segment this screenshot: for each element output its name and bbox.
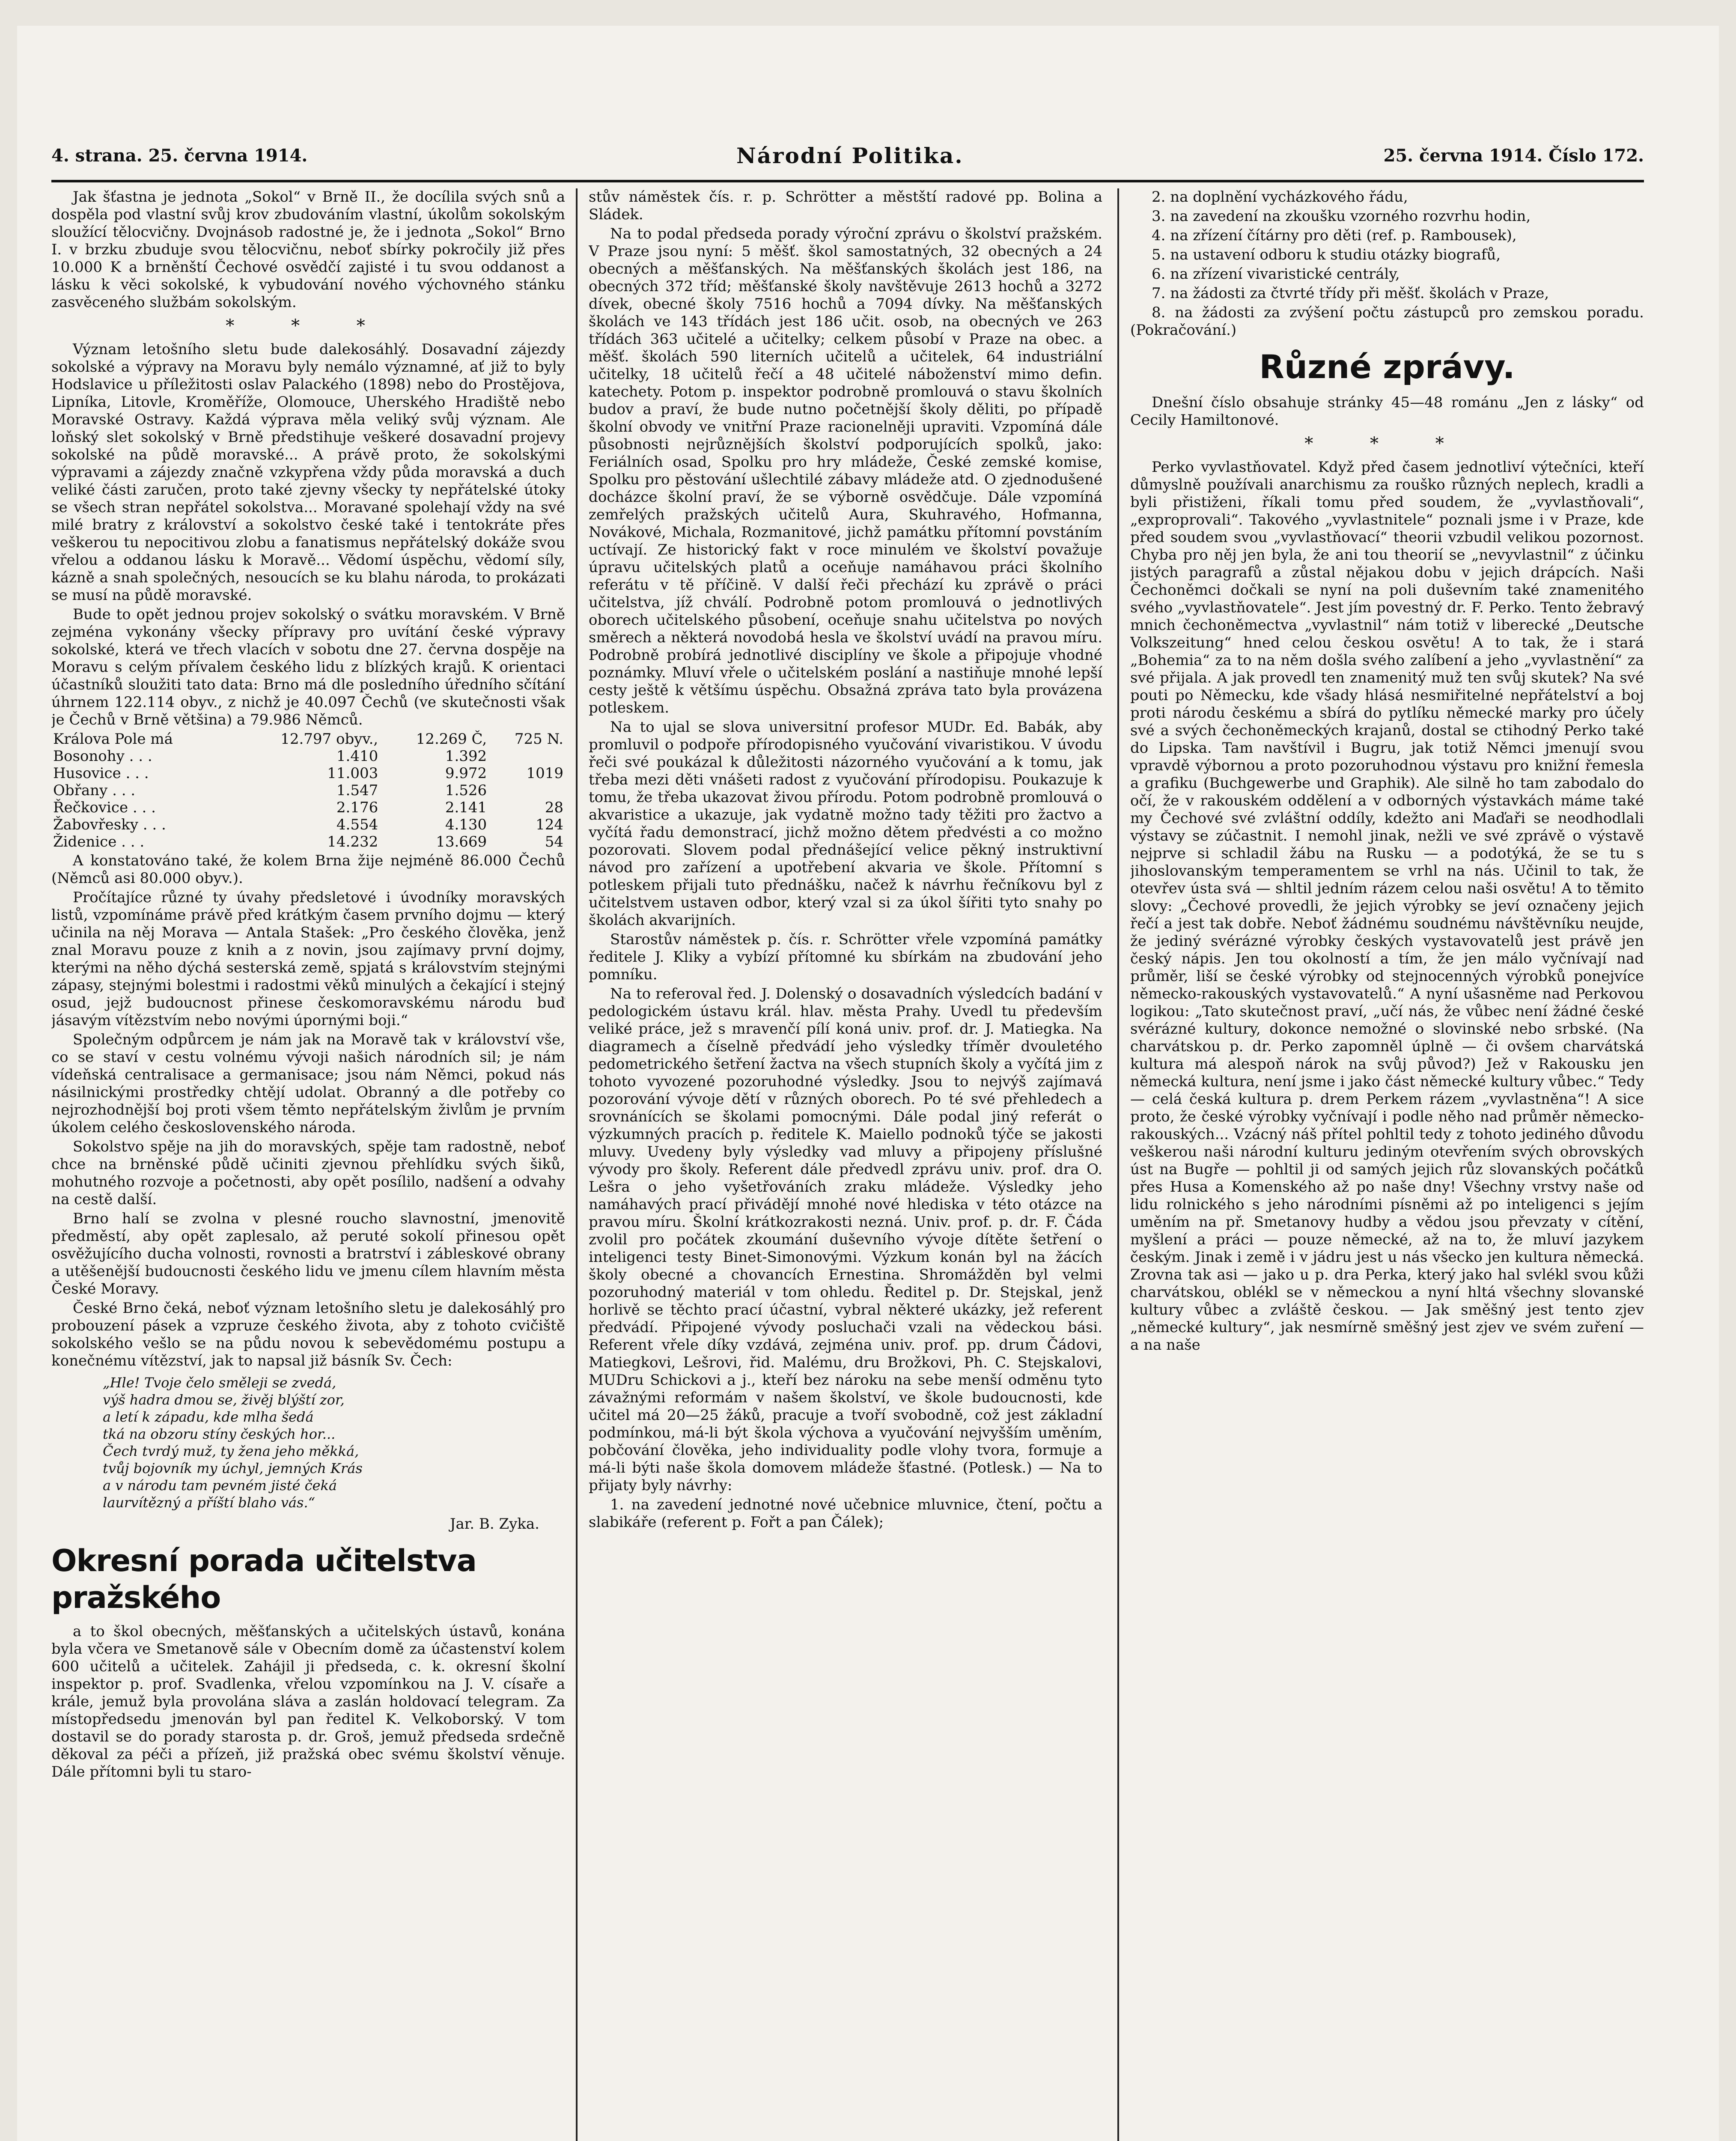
section-separator: * * *: [226, 316, 391, 336]
table-cell-de: 1019: [526, 765, 563, 782]
poem-line: „Hle! Tvoje čelo směleji se zvedá,: [103, 1375, 336, 1391]
paragraph: Starostův náměstek p. čís. r. Schrötter vřele vzpomíná památky ředitele J. Kliky a vybízí přítomné ku sbírkám na zbudování jeho pomníku.: [589, 931, 1102, 983]
table-cell-total: 14.232: [327, 833, 378, 850]
table-cell-town: Žabovřesky . . .: [53, 816, 166, 833]
page-header: [51, 143, 1644, 180]
table-cell-de: [488, 782, 565, 799]
paragraph: Na to ujal se slova universitní profesor MUDr. Ed. Babák, aby promluvil o podpoře přírodopisného vyučování vivaristikou. V úvodu řeči své poukázal k důležitosti názorného vyučování a k tomu, jak třeba mezi děti vnášeti radost z vyučování přírodopisu. Poukazuje k tomu, že třeba ukazovat živou přírodu. Potom podrobně promlouvá o akvaristice a ukazuje, jak vydatně možno tady těžiti pro žactvo a vyčítá řadu demonstrací, jichž možno dětem předvésti a co možno pozorovati. Slovem podal přednášející velice pěkný instruktivní návod pro zařízení a upotřebení akvaria ve škole. Přítomní s potleskem přijali tuto přednášku, načež k návrhu řečníkovu byl z učitelstvem ustaven odbor, který vzal si za úkol šířiti tyto snahy po školách akvarijních.: [589, 719, 1102, 929]
table-cell-cz: 9.972: [445, 765, 487, 782]
poem: [103, 1374, 565, 1511]
paragraph: Brno halí se zvolna v plesné roucho slavnostní, jmenovitě předměstí, aby opět zaplesalo, až peruté sokolí přinesou opět osvěžujícího ducha volnosti, rovnosti a bratrství i zábleskové obrany a utěšenější budoucnosti českého lidu ve jmenu cílem hlavním města České Moravy.: [51, 1210, 565, 1297]
list-item: 3. na zavedení na zkoušku vzorného rozvrhu hodin,: [1152, 208, 1531, 225]
table-row: [51, 748, 565, 765]
table-cell-total: 1.547: [336, 782, 378, 799]
paragraph: stův náměstek čís. r. p. Schrötter a městští radové pp. Bolina a Sládek.: [589, 188, 1102, 223]
table-cell-de: [488, 748, 565, 765]
table-cell-total: 4.554: [336, 816, 378, 833]
list-item: 7. na žádosti za čtvrté třídy při měšť. školách v Praze,: [1152, 285, 1549, 302]
table-cell-total: 12.797 obyv.,: [280, 731, 378, 748]
table-cell-cz: 1.526: [445, 782, 487, 799]
header-date-issue: 25. června 1914. Číslo 172.: [1383, 146, 1644, 166]
list-item: 4. na zřízení čítárny pro děti (ref. p. Rambousek),: [1152, 227, 1517, 244]
table-cell-cz: 12.269 Č,: [416, 731, 487, 748]
table-cell-cz: 4.130: [445, 816, 487, 833]
table-cell-town: Obřany . . .: [53, 782, 136, 799]
table-cell-cz: 1.392: [445, 748, 487, 765]
list-item: 8. na žádosti za zvýšení počtu zástupců pro zemskou poradu. (Pokračování.): [1130, 304, 1644, 339]
poem-line: výš hadra dmou se, živěj blýští zor,: [103, 1392, 345, 1408]
table-cell-town: Židenice . . .: [53, 833, 145, 850]
masthead-title: Národní Politika.: [736, 143, 964, 168]
paragraph: Perko vyvlastňovatel. Když před časem jednotliví výtečníci, kteří důmyslně používali anarchismu za rouško různých neplech, kradli a byli přistiženi, říkali tomu před soudem, že „vyvlastňovali“, „exproprovali“. Takového „vyvlastnitele“ poznali jsme i v Praze, kde před soudem svou „vyvlastňovací“ theorii vzbudil velikou pozornost. Chyba pro něj jen byla, že ani tou theorií se „nevyvlastnil“ z účinku jistých paragrafů a zůstal nějakou dobu v jejich drápcích. Naši Čechoněmci dočkali se nyní na poli duševním také znamenitého svého „vyvlastňovatele“. Jest jím povestný dr. F. Perko. Tento žebravý mnich čechoněmectva „vyvlastnil“ nám totiž v liberecké „Deutsche Volkszeitung“ hned celou českou osvětu! A to tak, že i stará „Bohemia“ za to na něm došla svého zalíbení a jeho „vyvlastnění“ za své přijala. A jak provedl ten znamenitý muž ten svůj skutek? Na své pouti po Německu, kde všady hlásá nesmiřitelné nepřátelství a boj proti národu českému a sbírá do pytlíku německé marky pro účely své a svých čechoněmeckých krajanů, dostal se ctihodný Perko také do Lipska. Tam navštívil i Bugru, jak totiž Němci jmenují svou vpravdě výbornou a proto pozoruhodnou výstavu pro knižní řemesla a grafiku (Buchgewerbe und Graphik). Ale silně ho tam zabodalo do očí, že v rakouském oddělení a v odborných výstavkách máme také my Čechové své zvláštní oddíly, kdežto ani Maďaři se neodhodlali výstavy se zúčastnit. I nemohl jinak, nežli ve své zprávě o výstavě nejprve si schladil žábu na Rusku — a podotýká, že se tu s jihoslovanským temperamentem se vrhl na nás. Učinil to tak, že otevřev ústa svá — shltil jedním rázem celou naši osvětu! A to těmito slovy: „Čechové provedli, že jejich výrobky se jeví označeny jejich řečí a jest tak dobře. Neboť žádnému soudnému návštěvníku neujde, že jediný svérázné výrobky českých vystavovatelů jest právě jen český nápis. Jen tou okolností a tím, že jen málo vyčnívají nad průměr, liší se české výrobky od stejnocenných výrobků ponejvíce německo-rakouských vystavovatelů.“ A nyní ušasněme nad Perkovou logikou: „Tato skutečnost praví, „učí nás, že vůbec není žádné české svérázné kultury, dokonce nemožné o slovinské nebo srbské. (Na charvátskou p. dr. Perko zapomněl úplně — či ovšem charvátská kultura má alespoň nárok na svůj původ?) Jež v Rakousku jen německá kultura, není jsme i jako část německé kultury vůbec.“ Tedy — celá česká kultura p. drem Perkem rázem „vyvlastněna“! A sice proto, že české výrobky vyčnívají i podle něho nad průměr německo-rakouských... Vzácný náš přítel pohltil tedy z tohoto jediného důvodu veškerou naši národní kulturu jediným otevřením svých obrovských úst na Bugře — pohltil ji od samých jejich růz slovanských počátků přes Husa a Komenského až po naše dny! Všechny vrstvy naše od lidu rolnického s jeho národními písněmi až po inteligenci s jejím uměním na př. Smetanovy hudby a vědou jsou převzaty v cítění, myšlení a práci — pouze německé, až na to, že mluví jazykem českým. Jinak i země i v jádru jest u nás všecko jen kultura německá. Zrovna tak asi — jako u p. dra Perka, který jako hal svlékl svou kůži charvátskou, oblékl se v německou a nyní hltá všechny slovanské kultury vůbec a zvláště českou. — Jak směšný jest tento zjev „německé kultury“, jak nesmírně směšný jest zjev ve svém zuření — a na naše: [1130, 459, 1644, 1354]
table-cell-town: Husovice . . .: [53, 765, 149, 782]
paragraph: 1. na zavedení jednotné nové učebnice mluvnice, čtení, počtu a slabikáře (referent p. Fořt a pan Čálek);: [589, 1496, 1102, 1531]
poem-line: Čech tvrdý muž, ty žena jeho měkká,: [103, 1443, 359, 1459]
paragraph: Bude to opět jednou projev sokolský o svátku moravském. V Brně zejména vykonány všecky přípravy pro uvítání české výpravy sokolské, která ve třech vlacích v sobotu dne 27. června dospěje na Moravu s celým přívalem českého lidu z blízkých krajů. K orientaci účastníků sloužiti tato data: Brno má dle posledního úředního sčítání úhrnem 122.114 obyv., z nichž je 40.097 Čechů (ve skutečnosti však je Čechů v Brně většina) a 79.986 Němců.: [51, 606, 565, 728]
table-cell-de: 28: [545, 799, 563, 816]
table-row: [51, 765, 565, 782]
list-item: 2. na doplnění vycházkového řádu,: [1152, 188, 1408, 206]
column-divider: [576, 188, 578, 2141]
section-headline: Různé zprávy.: [1259, 348, 1515, 386]
poem-line: laurvítězný a příští blaho vás.“: [103, 1494, 315, 1511]
table-cell-town: Řečkovice . . .: [53, 799, 156, 816]
paragraph: Význam letošního sletu bude dalekosáhlý. Dosavadní zájezdy sokolské a výpravy na Moravu byly nemálo významné, ať již to byly Hodslavice u příležitosti oslav Palackého (1898) nebo do Prostějova, Lipníka, Litovle, Kroměříže, Olomouce, Uherského Hradiště nebo Moravské Ostravy. Každá výprava měla veliký svůj význam. Ale loňský slet sokolský v Brně předstihuje veškeré dosavadní projevy sokolské na půdě moravské... A právě proto, že sokolskými výpravami a zájezdy značně vzkypřena vždy půda moravská a duch veliké části zaručen, proto také zjevny všecky ty nepřátelské útoky se všech stran nepřátel sokolstva... Moravané spolehají vždy na své milé bratry z království a sokolstvo české také i tentokráte přes veškerou tu nepocitivou zlobu a fanatismus nepřátelský dokáže svou vřelou a oddanou lásku k Moravě... Vědomí úspěchu, vědomí síly, kázně a snah společných, nesoucích se ku blahu národa, to prokázati se musí na půdě moravské.: [51, 341, 565, 604]
paragraph: Na to podal předseda porady výroční zprávu o školství pražském. V Praze jsou nyní: 5 měšť. škol samostatných, 32 obecných a 24 obecných a měšťanských. Na měšťanských školách jest 186, na obecných 372 tříd; měšťanské školy navštěvuje 2613 hochů a 3272 dívek, obecné školy 7516 hochů a 7094 dívky. Na měšťanských školách ve 143 třídách jest 186 učit. osob, na obecných ve 263 třídách 363 učitelé a učitelky; celkem působí v Praze na obec. a měšť. školách 590 literních učitelů a učitelek, 64 industriální učitelky, 18 učitelů řečí a 48 učitelé náboženství mimo defin. katechety. Potom p. inspektor podrobně promlouvá o stavu školních budov a praví, že bude nutno početnější školy děliti, po případě školní obvody ve vnitřní Praze racionelněji upraviti. Vzpomíná dále působnosti nejrůznějších školství podporujících spolků, jako: Feriálních osad, Spolku pro hry mládeže, České zemské komise, Spolku pro pěstování ušlechtilé zábavy mládeže atd. O zjednodušené docházce školní praví, že se výborně osvědčuje. Dále vzpomíná zemřelých pražských učitelů Aura, Skuhravého, Hofmanna, Novákové, Michala, Rozmanitové, jichž památku přítomní povstáním uctívají. Ze historický fakt v roce minulém ve školství považuje úpravu učitelských platů a oceňuje namáhavou práci školního referátu v tě příčině. V další řeči přechází ku zprávě o práci učitelstva, jíž chválí. Podrobně potom promlouvá o jednotlivých oborech učitelského působení, oceňuje snahu učitelstva po nových směrech a některá novodobá hesla ve školství uvádí na pravou míru. Podrobně probírá jednotlivé disciplíny ve škole a připojuje vhodné poznámky. Mluví vřele o učitelském poslání a nastiňuje mnohé lepší cesty ještě k většímu úspěchu. Obsažná zpráva tato byla provázena potleskem.: [589, 225, 1102, 716]
paragraph: Jak šťastna je jednota „Sokol“ v Brně II., že docílila svých snů a dospěla pod vlastní svůj krov zbudováním vlastní, úkolům sokolským sloužící tělocvičny. Dvojnásob radostné je, že i jednota „Sokol“ Brno I. v brzku zbuduje svou tělocvičnu, neboť sbírky pokročily již přes 10.000 K a brněnští Čechové osvědčí zajisté i tu svou oddanost a lásku k věci sokolské, k vybudování nového výchovného stánku zasvěceného službám sokolským.: [51, 188, 565, 311]
section-separator: * * *: [1304, 434, 1470, 453]
table-cell-de: 124: [536, 816, 563, 833]
paragraph: Na to referoval řed. J. Dolenský o dosavadních výsledcích badání v pedologickém ústavu král. hlav. města Prahy. Uvedl tu především veliké práce, jež s mravenčí pílí koná univ. prof. dr. J. Matiegka. Na diagramech a číselně předvádí jeho výsledky tříměr dvouletého pedometrického šetření žactva na všech stupních školy a vyčítá jim z tohoto vyvozené pozoruhodné výsledky. Jsou to nejvýš zajímavá pozorování vývoje dětí v různých oborech. Po té své přehledech a srovnánících se školami pomocnými. Dále podal jiný referát o výzkumných pracích p. ředitele K. Maiello podnoků týče se jakosti mluvy. Uvedeny byly výsledky vad mluvy a připojeny příslušné vývody pro školy. Referent dále předvedl zprávu univ. prof. dra O. Lešra o jeho vyšetřováních zraku mládeže. Výsledky jeho namáhavých prací přivádějí mnohé nové hlediska v této otázce na pravou míru. Školní krátkozrakosti nezná. Univ. prof. p. dr. F. Čáda zvolil pro počátek zkoumání duševního vývoje dítěte šetření o inteligenci testy Binet-Simonovými. Výzkum konán byl na žácích školy obecné a chovancích Ernestina. Shromážděn byl velmi pozoruhodný materiál v tom ohledu. Ředitel p. Dr. Stejskal, jenž horlivě se těchto prací účastní, vybral některé ukázky, jež referent předvádí. Připojené vývody posluchači vzali na vědeckou bási. Referent vřele díky vzdává, zejména univ. prof. pp. drum Čádovi, Matiegkovi, Lešrovi, řid. Malému, dru Brožkovi, Ph. C. Stejskalovi, MUDru Schickovi a j., kteří bez nároku na sebe menší odměnu tyto závažnými reformám v našem školství, ve škole budoucnosti, kde učitel má 20—25 žáků, pracuje a tvoří svobodně, což jest základní podmínkou, má-li být škola výchova a vyučování nejvyšším uměním, pobčování člověka, jeho individuality podle vlohy tvora, formuje a má-li býti naše škola domovem mládeže šťastné. (Potlesk.) — Na to přijaty byly návrhy:: [589, 985, 1102, 1494]
poem-line: tká na obzoru stíny českých hor...: [103, 1426, 336, 1442]
header-rule: [51, 180, 1644, 182]
paragraph: Dnešní číslo obsahuje stránky 45—48 románu „Jen z lásky“ od Cecily Hamiltonové.: [1130, 394, 1644, 429]
table-cell-total: 11.003: [327, 765, 378, 782]
table-cell-total: 1.410: [336, 748, 378, 765]
table-cell-total: 2.176: [336, 799, 378, 816]
table-cell-town: Bosonohy . . .: [53, 748, 152, 765]
list-item: 5. na ustavení odboru k studiu otázky biografů,: [1152, 246, 1501, 263]
table-cell-cz: 2.141: [445, 799, 487, 816]
table-row: [51, 816, 565, 833]
paragraph: Pročítajíce různé ty úvahy předsletové i úvodníky moravských listů, vzpomínáme právě před krátkým časem prvního dojmu — který učinila na něj Morava — Antala Stašek: „Pro českého člověka, jenž znal Moravu pouze z knih a z novin, jsou zajímavy první dojmy, kterými na něho dýchá sesterská země, spjatá s královstvím stejnými zápasy, stejnými bolestmi i radostmi věků minulých a čekající i stejný osud, jejž budoucnost přinese českomoravskému národu buď jásavým vítězstvím nebo novými úpornými boji.“: [51, 889, 565, 1029]
column-divider: [1117, 188, 1119, 2141]
column-2: [589, 188, 1102, 2141]
poem-line: tvůj bojovník my úchyl, jemných Krás: [103, 1460, 363, 1476]
table-row: [51, 799, 565, 816]
column-1: [51, 188, 565, 2141]
newspaper-page: [17, 26, 1719, 2141]
table-cell-cz: 13.669: [436, 833, 487, 850]
poem-line: a letí k západu, kde mlha šedá: [103, 1409, 314, 1425]
table-cell-de: 725 N.: [514, 731, 563, 748]
table-row: [51, 782, 565, 799]
list-item: 6. na zřízení vivaristické centrály,: [1152, 265, 1400, 283]
population-table: [51, 731, 565, 850]
paragraph: Sokolstvo spěje na jih do moravských, spěje tam radostně, neboť chce na brněnské půdě učiniti zjevnou přehlídku svých šiků, mohutného rozvoje a početnosti, aby opět posílilo, nadšení a odvahy na cestě další.: [51, 1138, 565, 1208]
author-signature: Jar. B. Zyka.: [450, 1515, 539, 1533]
header-page-date: 4. strana. 25. června 1914.: [51, 146, 308, 166]
paragraph: a to škol obecných, měšťanských a učitelských ústavů, konána byla včera ve Smetanově sále v Obecním domě za účastenství kolem 600 učitelů a učitelek. Zahájil ji předseda, c. k. okresní školní inspektor p. prof. Svadlenka, vřelou vzpomínkou na J. V. císaře a krále, jemuž byla provolána sláva a zaslán holdovací telegram. Za místopředsedu jmenován byl pan ředitel K. Velkoborský. V tom dostavil se do porady starosta p. dr. Groš, jemuž předseda srdečně děkoval za péči a přízeň, již pražská obec svému školství věnuje. Dále přítomni byli tu staro-: [51, 1623, 565, 1780]
paragraph: A konstatováno také, že kolem Brna žije nejméně 86.000 Čechů (Němců asi 80.000 obyv.).: [51, 852, 565, 887]
table-row: [51, 833, 565, 850]
table-row: [51, 731, 565, 748]
paragraph: Společným odpůrcem je nám jak na Moravě tak v království vše, co se staví v cestu volnému vývoji našich národních sil; je nám vídeňská centralisace a germanisace; jsou nám Němci, pokud nás násilnickými prostředky chtějí udolat. Obranný a dle potřeby co nejrozhodnější boj proti všem těmto nepřátelským živlům je prvním úkolem celého československého národa.: [51, 1031, 565, 1136]
paragraph: České Brno čeká, neboť význam letošního sletu je dalekosáhlý pro probouzení pásek a vzpruze českého života, aby z tohoto cvičiště sokolského vešlo se na půdu novou k sebevědomému postupu a konečnému vítězství, jak to napsal již básník Sv. Čech:: [51, 1300, 565, 1369]
poem-line: a v národu tam pevném jisté čeká: [103, 1477, 337, 1494]
table-cell-town: Králova Pole má: [53, 731, 173, 748]
article-headline: Okresní porada učitelstva pražského: [51, 1543, 476, 1615]
proposal-list: [1130, 188, 1644, 339]
column-3: [1130, 188, 1644, 2141]
table-cell-de: 54: [545, 833, 563, 850]
